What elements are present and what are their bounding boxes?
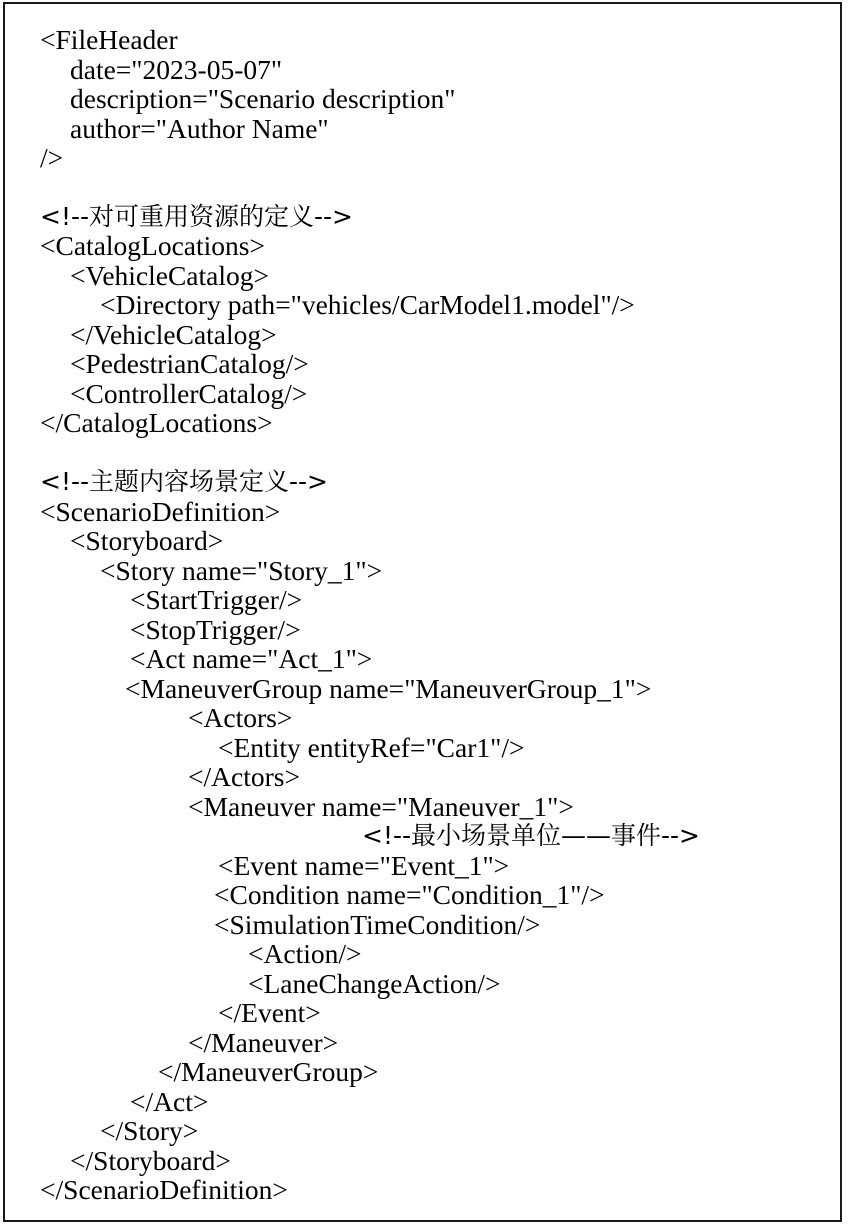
code-line: <ScenarioDefinition> — [40, 496, 281, 527]
code-line: <Maneuver name="Maneuver_1"> — [188, 791, 574, 822]
code-line: <LaneChangeAction/> — [248, 968, 501, 999]
code-line: </VehicleCatalog> — [70, 319, 277, 350]
code-line: </ManeuverGroup> — [158, 1056, 379, 1087]
code-line: description="Scenario description" — [70, 83, 456, 114]
code-line: </Event> — [218, 997, 321, 1028]
code-line: <Storyboard> — [70, 525, 224, 556]
code-line: <FileHeader — [40, 24, 178, 55]
code-line: </Maneuver> — [188, 1027, 339, 1058]
code-line: </Story> — [100, 1115, 199, 1146]
code-line: </CatalogLocations> — [40, 407, 273, 438]
code-line: </Storyboard> — [70, 1145, 231, 1176]
code-line: <Entity entityRef="Car1"/> — [218, 732, 525, 763]
code-line: <Event name="Event_1"> — [218, 850, 510, 881]
comment-line: <!--最小场景单位——事件--> — [362, 821, 701, 850]
code-line: <StartTrigger/> — [130, 584, 303, 615]
code-line: <Condition name="Condition_1"/> — [214, 879, 605, 910]
code-line: <Actors> — [188, 702, 293, 733]
code-line: </Act> — [130, 1086, 209, 1117]
code-line: </ScenarioDefinition> — [40, 1174, 288, 1205]
code-line: <VehicleCatalog> — [70, 260, 270, 291]
code-line: <SimulationTimeCondition/> — [214, 909, 541, 940]
comment-line: <!--主题内容场景定义--> — [40, 467, 329, 496]
code-line: <Story name="Story_1"> — [100, 555, 383, 586]
code-line: author="Author Name" — [70, 113, 329, 144]
code-line: <Action/> — [248, 938, 362, 969]
code-line: </Actors> — [188, 761, 300, 792]
code-line: <Act name="Act_1"> — [130, 643, 373, 674]
comment-line: <!--对可重用资源的定义--> — [40, 202, 354, 231]
code-line: <CatalogLocations> — [40, 230, 265, 261]
code-line: date="2023-05-07" — [70, 54, 283, 85]
code-line: <StopTrigger/> — [130, 614, 301, 645]
code-line: /> — [40, 142, 64, 173]
code-line: <PedestrianCatalog/> — [70, 348, 309, 379]
code-line: <ControllerCatalog/> — [70, 378, 308, 409]
code-line: <ManeuverGroup name="ManeuverGroup_1"> — [125, 673, 652, 704]
code-line: <Directory path="vehicles/CarModel1.model"/> — [100, 289, 635, 320]
